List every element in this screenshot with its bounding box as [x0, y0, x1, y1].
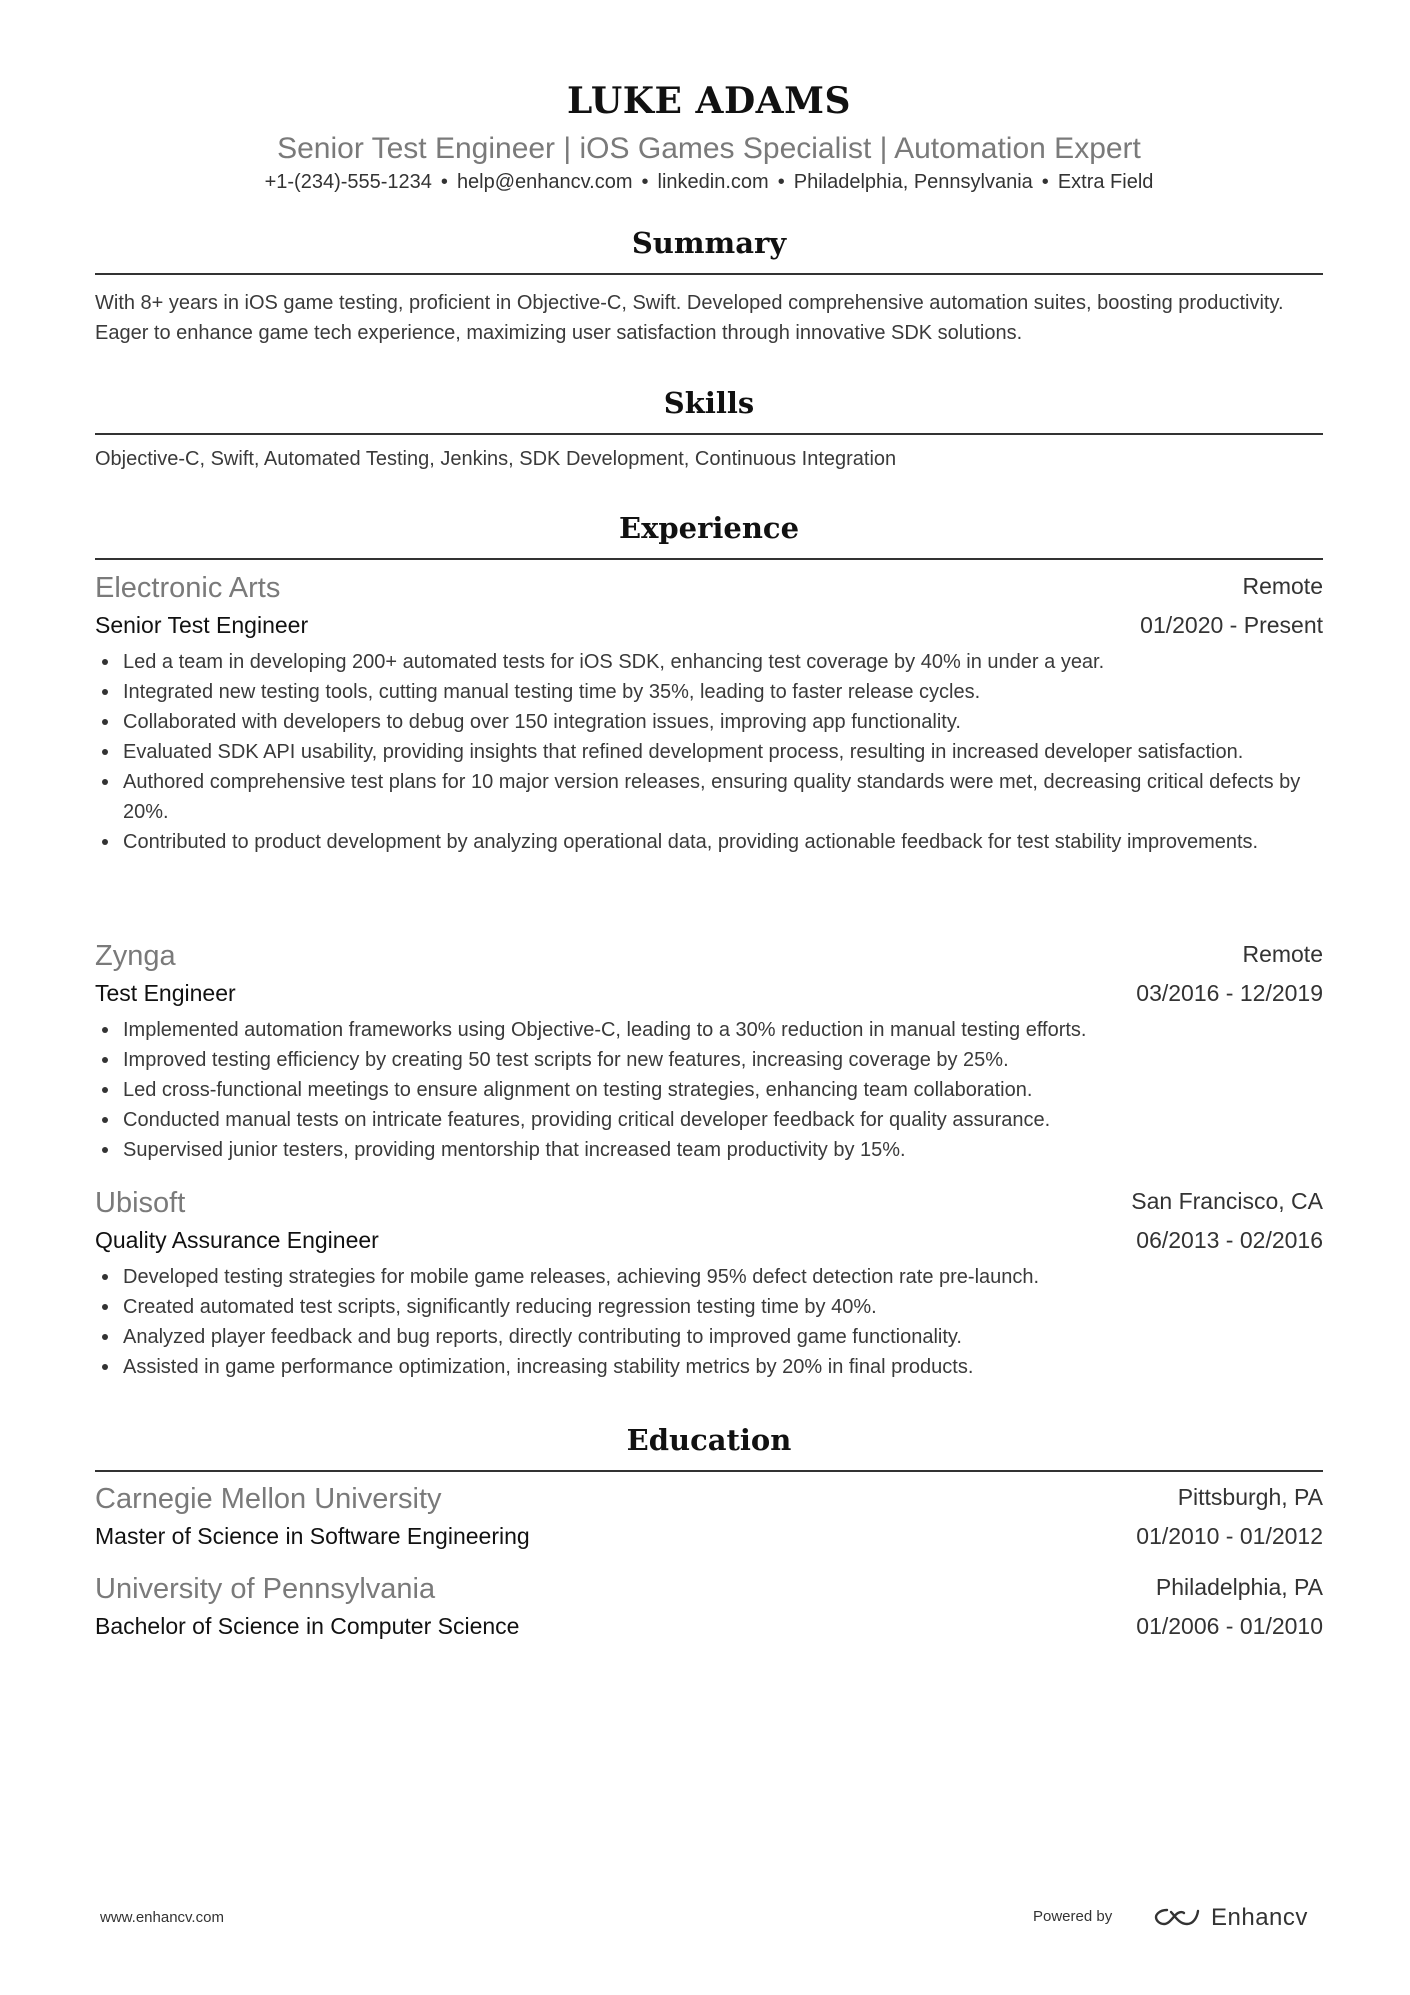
job-location: San Francisco, CA	[1131, 1188, 1323, 1214]
bullet-dot	[102, 659, 108, 665]
bullet-text: Led a team in developing 200+ automated tests for iOS SDK, enhancing test coverage by 40% in under a year.	[123, 651, 1105, 673]
bullet-dot	[102, 1334, 108, 1340]
contact-location: Philadelphia, Pennsylvania	[793, 171, 1033, 193]
skills-heading: Skills	[663, 386, 755, 420]
school-name: University of Pennsylvania	[95, 1573, 436, 1605]
bullet-item	[95, 737, 1323, 767]
bullet-dot	[102, 719, 108, 725]
education-heading: Education	[626, 1423, 792, 1457]
job-bullets	[95, 1015, 1323, 1165]
section-divider	[95, 558, 1323, 560]
bullet-text: Improved testing efficiency by creating 50 test scripts for new features, increasing coverage by 25%.	[123, 1049, 1009, 1071]
job-bullets	[95, 647, 1323, 857]
job-entry	[95, 937, 1323, 1165]
bullet-item	[95, 1045, 1323, 1075]
bullet-item	[95, 767, 1323, 827]
company-name: Zynga	[95, 940, 176, 972]
section-divider	[95, 1470, 1323, 1472]
bullet-text: Evaluated SDK API usability, providing insights that refined development process, resulting in increased developer satisfaction.	[123, 741, 1244, 763]
bullet-item	[95, 707, 1323, 737]
job-entry	[95, 1184, 1323, 1382]
degree: Master of Science in Software Engineering	[95, 1523, 530, 1549]
experience-heading: Experience	[618, 511, 800, 545]
job-entry	[95, 569, 1323, 857]
school-location: Philadelphia, PA	[1155, 1574, 1323, 1600]
bullet-dot	[102, 1274, 108, 1280]
contact-linkedin[interactable]: linkedin.com	[657, 171, 769, 193]
job-title: Test Engineer	[95, 980, 236, 1006]
bullet-dot	[102, 1027, 108, 1033]
bullet-text: Authored comprehensive test plans for 10 major version releases, ensuring quality standards were met, decreasing critical defects by 20%.	[123, 771, 1301, 823]
degree: Bachelor of Science in Computer Science	[95, 1613, 520, 1639]
bullet-separator: •	[777, 171, 785, 193]
bullet-text: Assisted in game performance optimization, increasing stability metrics by 20% in final products.	[123, 1356, 974, 1378]
bullet-item	[95, 1322, 1323, 1352]
contact-line	[95, 170, 1323, 194]
bullet-dot	[102, 749, 108, 755]
bullet-item	[95, 1105, 1323, 1135]
bullet-text: Created automated test scripts, significantly reducing regression testing time by 40%.	[123, 1296, 877, 1318]
school-location: Pittsburgh, PA	[1177, 1484, 1323, 1510]
bullet-dot	[102, 1147, 108, 1153]
bullet-item	[95, 1075, 1323, 1105]
bullet-dot	[102, 1304, 108, 1310]
bullet-item	[95, 647, 1323, 677]
school-name: Carnegie Mellon University	[95, 1483, 442, 1515]
enhancv-brand-name: Enhancv	[1211, 1904, 1308, 1931]
bullet-item	[95, 827, 1323, 857]
job-bullets	[95, 1262, 1323, 1382]
skills-text: Objective-C, Swift, Automated Testing, Jenkins, SDK Development, Continuous Integration	[95, 448, 897, 470]
bullet-item	[95, 677, 1323, 707]
education-entry	[95, 1570, 1323, 1644]
company-name: Electronic Arts	[95, 572, 281, 604]
contact-extra: Extra Field	[1057, 171, 1154, 193]
bullet-dot	[102, 1364, 108, 1370]
bullet-text: Collaborated with developers to debug over 150 integration issues, improving app functionality.	[123, 711, 961, 733]
company-name: Ubisoft	[95, 1187, 186, 1219]
bullet-text: Integrated new testing tools, cutting manual testing time by 35%, leading to faster release cycles.	[123, 681, 981, 703]
bullet-text: Supervised junior testers, providing mentorship that increased team productivity by 15%.	[123, 1139, 906, 1161]
bullet-separator: •	[440, 171, 448, 193]
job-title: Senior Test Engineer	[95, 612, 309, 638]
section-divider	[95, 273, 1323, 275]
bullet-text: Contributed to product development by analyzing operational data, providing actionable feedback for test stability improvements.	[123, 831, 1259, 853]
summary-text: With 8+ years in iOS game testing, proficient in Objective-C, Swift. Developed comprehensive automation suites, boosting productivity. Eager to enhance game tech experience, maximizing user satisfaction through innovative SDK solutions.	[95, 292, 1284, 344]
bullet-item	[95, 1135, 1323, 1165]
bullet-dot	[102, 689, 108, 695]
bullet-text: Implemented automation frameworks using Objective-C, leading to a 30% reduction in manual testing efforts.	[123, 1019, 1087, 1041]
section-divider	[95, 433, 1323, 435]
bullet-dot	[102, 1117, 108, 1123]
job-location: Remote	[1242, 941, 1323, 967]
contact-phone: +1-(234)-555-1234	[264, 171, 432, 193]
bullet-text: Led cross-functional meetings to ensure alignment on testing strategies, enhancing team collaboration.	[123, 1079, 1033, 1101]
bullet-item	[95, 1262, 1323, 1292]
bullet-dot	[102, 1057, 108, 1063]
headline: Senior Test Engineer | iOS Games Specialist | Automation Expert	[277, 132, 1141, 165]
bullet-text: Conducted manual tests on intricate features, providing critical developer feedback for quality assurance.	[123, 1109, 1051, 1131]
bullet-item	[95, 1352, 1323, 1382]
contact-email[interactable]: help@enhancv.com	[456, 171, 633, 193]
bullet-separator: •	[1041, 171, 1049, 193]
job-location: Remote	[1242, 573, 1323, 599]
bullet-separator: •	[641, 171, 649, 193]
bullet-dot	[102, 779, 108, 785]
education-entry	[95, 1480, 1323, 1554]
powered-by-text: Powered by	[1033, 1908, 1113, 1925]
summary-heading: Summary	[631, 226, 787, 260]
bullet-text: Developed testing strategies for mobile game releases, achieving 95% defect detection rate pre-launch.	[123, 1266, 1040, 1288]
bullet-dot	[102, 1087, 108, 1093]
job-dates: 06/2013 - 02/2016	[1136, 1227, 1323, 1253]
bullet-dot	[102, 839, 108, 845]
job-dates: 03/2016 - 12/2019	[1136, 980, 1323, 1006]
job-dates: 01/2020 - Present	[1140, 612, 1323, 638]
enhancv-logo-icon	[1153, 1903, 1203, 1931]
job-title: Quality Assurance Engineer	[95, 1227, 379, 1253]
bullet-item	[95, 1015, 1323, 1045]
education-dates: 01/2010 - 01/2012	[1136, 1523, 1323, 1549]
candidate-name: LUKE ADAMS	[567, 80, 851, 122]
footer-website[interactable]: www.enhancv.com	[100, 1909, 224, 1926]
bullet-item	[95, 1292, 1323, 1322]
education-dates: 01/2006 - 01/2010	[1136, 1613, 1323, 1639]
bullet-text: Analyzed player feedback and bug reports, directly contributing to improved game functionality.	[123, 1326, 962, 1348]
